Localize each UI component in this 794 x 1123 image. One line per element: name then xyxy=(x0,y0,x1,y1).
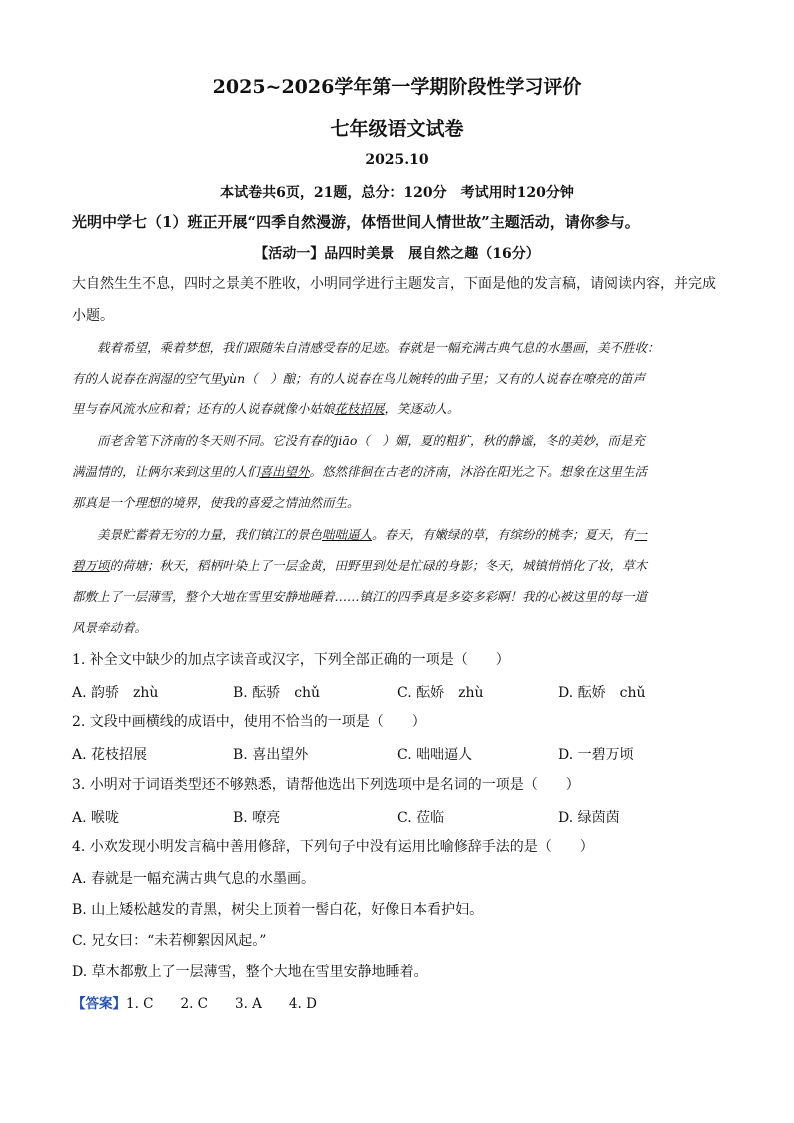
question-stem: 4. 小欢发现小明发言稿中善用修辞，下列句子中没有运用比喻修辞手法的是（ ） xyxy=(72,839,594,855)
option-d: D. 草木都敷上了一层薄雪，整个大地在雪里安静地睡着。 xyxy=(72,964,428,980)
underlined-idiom: 喜出望外 xyxy=(259,464,310,479)
option-d: D. 绿茵茵 xyxy=(558,810,620,826)
lead-line-1: 大自然生生不息，四时之景美不胜收，小明同学进行主题发言，下面是他的发言稿，请阅读内容，并完成 xyxy=(72,276,716,292)
passage-line: 而老舍笔下济南的冬天则不同。它没有春的jiāo（ ）媚，夏的粗犷，秋的静谧，冬的美妙，而是充 xyxy=(72,433,645,448)
option-c: C. 酝娇 zhù xyxy=(397,685,484,701)
option-b: B. 山上矮松越发的青黑，树尖上顶着一髻白花，好像日本看护妇。 xyxy=(72,902,484,918)
passage-line: 里与春风流水应和着；还有的人说春就像小姑娘花枝招展，笑逐动人。 xyxy=(72,401,460,416)
answer-text: 1. C 2. C 3. A 4. D xyxy=(126,996,317,1012)
answer-label: 【答案】 xyxy=(72,996,126,1012)
option-a: A. 韵骄 zhù xyxy=(72,685,159,701)
option-c: C. 莅临 xyxy=(397,810,445,826)
underlined-idiom: 一 xyxy=(634,527,648,542)
passage-line: 美景贮蓄着无穷的力量，我们镇江的景色咄咄逼人。春天，有嫩绿的草，有缤纷的桃李；夏天，有一 xyxy=(72,527,648,542)
exam-date: 2025.10 xyxy=(365,152,429,168)
option-a: A. 喉咙 xyxy=(72,810,120,826)
passage-line: 有的人说春在润湿的空气里yùn（ ）酿；有的人说春在鸟儿婉转的曲子里；又有的人说春在嘹亮的笛声 xyxy=(72,371,646,386)
question-stem: 1. 补全文中缺少的加点字读音或汉字，下列全部正确的一项是（ ） xyxy=(72,652,510,668)
option-c: C. 咄咄逼人 xyxy=(397,747,473,763)
exam-title: 2025~2026学年第一学期阶段性学习评价 xyxy=(212,76,582,98)
underlined-idiom: 花枝招展 xyxy=(334,401,385,416)
option-d: D. 酝娇 chǔ xyxy=(558,685,646,701)
activity-intro: 光明中学七（1）班正开展“四季自然漫游，体悟世间人情世故”主题活动，请你参与。 xyxy=(72,213,640,231)
passage-line: 都敷上了一层薄雪，整个大地在雪里安静地睡着……镇江的四季真是多姿多彩啊！我的心被这里的每一道 xyxy=(72,589,648,604)
option-d: D. 一碧万顷 xyxy=(558,747,634,763)
passage-line: 那真是一个理想的境界，使我的喜爱之情油然而生。 xyxy=(72,495,360,510)
exam-subtitle: 七年级语文试卷 xyxy=(330,118,464,140)
exam-info: 本试卷共6页，21题，总分：120分 考试用时120分钟 xyxy=(220,185,574,201)
lead-line-2: 小题。 xyxy=(72,308,114,324)
underlined-idiom: 碧万顷 xyxy=(72,558,110,573)
passage-line: 风景牵动着。 xyxy=(72,620,148,635)
underlined-idiom: 咄咄逼人 xyxy=(322,527,373,542)
answer-line xyxy=(72,994,732,1014)
passage-line: 载着希望，乘着梦想，我们跟随朱自清感受春的足迹。春就是一幅充满古典气息的水墨画，美不胜收： xyxy=(72,340,660,355)
activity-heading: 【活动一】品四时美景 展自然之趣（16分） xyxy=(254,246,540,262)
option-a: A. 花枝招展 xyxy=(72,747,148,763)
question-stem: 2. 文段中画横线的成语中，使用不恰当的一项是（ ） xyxy=(72,714,426,730)
option-b: B. 喜出望外 xyxy=(233,747,309,763)
passage-line: 碧万顷的荷塘；秋天，稻柄叶染上了一层金黄，田野里到处是忙碌的身影；冬天，城镇悄悄化了妆，草木 xyxy=(72,558,648,573)
option-b: B. 嘹亮 xyxy=(233,810,281,826)
passage-line: 满温情的，让俩尔来到这里的人们喜出望外。悠然徘徊在古老的济南，沐浴在阳光之下。想象在这里生活 xyxy=(72,464,648,479)
option-c: C. 兄女曰：“未若柳絮因风起。” xyxy=(72,933,267,949)
question-stem: 3. 小明对于词语类型还不够熟悉，请帮他选出下列选项中是名词的一项是（ ） xyxy=(72,777,580,793)
option-a: A. 春就是一幅充满古典气息的水墨画。 xyxy=(72,871,316,887)
option-b: B. 酝骄 chǔ xyxy=(233,685,321,701)
